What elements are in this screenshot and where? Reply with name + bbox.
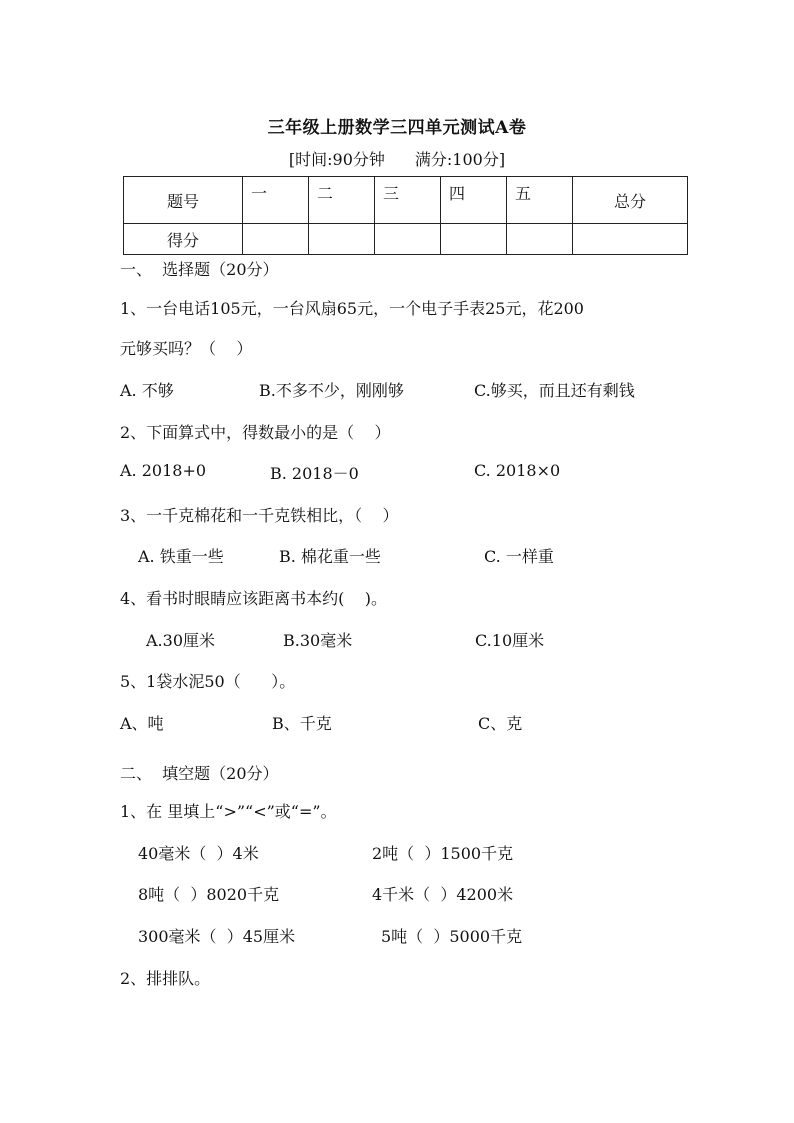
section2-heading: 二、 填空题（20分） xyxy=(120,764,279,783)
question-4-stem: 4、看书时眼睛应该距离书本约( )。 xyxy=(120,589,388,608)
exam-subtitle xyxy=(0,147,794,170)
question-4-option-b: B.30毫米 xyxy=(283,631,353,650)
score-table-header-cell: 五 xyxy=(507,177,573,224)
question-3-stem: 3、一千克棉花和一千克铁相比，（ ） xyxy=(120,506,399,525)
score-table-header-row xyxy=(124,177,688,224)
score-cell[interactable] xyxy=(573,224,688,255)
question-3-option-c: C. 一样重 xyxy=(484,547,554,566)
score-cell[interactable] xyxy=(441,224,507,255)
question-5-option-b: B、千克 xyxy=(272,714,332,733)
score-row-label: 得分 xyxy=(124,224,243,255)
question-5-option-a: A、吨 xyxy=(120,714,164,733)
score-table-header-cell: 三 xyxy=(375,177,441,224)
section1-heading: 一、 选择题（20分） xyxy=(120,260,279,279)
score-cell[interactable] xyxy=(507,224,573,255)
compare-item: 40毫米（ ）4米 xyxy=(138,844,259,863)
question-5-stem: 5、1袋水泥50（ ）。 xyxy=(120,672,296,691)
question-3-option-b: B. 棉花重一些 xyxy=(279,547,381,566)
question-5-option-c: C、克 xyxy=(478,714,523,733)
score-cell[interactable] xyxy=(243,224,309,255)
question-4-option-c: C.10厘米 xyxy=(475,631,545,650)
compare-item: 4千米（ ）4200米 xyxy=(372,885,514,904)
score-cell[interactable] xyxy=(375,224,441,255)
score-table xyxy=(123,176,688,255)
score-table-score-row xyxy=(124,224,688,255)
question-4-option-a: A.30厘米 xyxy=(146,631,216,650)
exam-title: 三年级上册数学三四单元测试A卷 xyxy=(267,118,527,138)
full-score: 满分:100分] xyxy=(414,150,506,169)
question-3-option-a: A. 铁重一些 xyxy=(138,547,224,566)
score-table-header-cell: 一 xyxy=(243,177,309,224)
score-table-header-cell: 题号 xyxy=(124,177,243,224)
question-1-stem-cont: 元够买吗？（ ） xyxy=(120,339,253,358)
question-2-stem: 2、下面算式中，得数最小的是（ ） xyxy=(120,423,391,442)
compare-item: 8吨（ ）8020千克 xyxy=(138,885,280,904)
question-1-option-a: A. 不够 xyxy=(120,381,174,400)
fill-question-2-stem: 2、排排队。 xyxy=(120,969,211,988)
time-limit: [时间:90分钟 xyxy=(288,150,385,169)
score-cell[interactable] xyxy=(309,224,375,255)
score-table-header-cell: 四 xyxy=(441,177,507,224)
question-2-option-b: B. 2018－0 xyxy=(270,464,359,483)
question-1-option-b: B.不多不少，刚刚够 xyxy=(259,381,404,400)
fill-question-1-stem: 1、在 里填上“>”“<”或“=”。 xyxy=(120,802,337,821)
compare-item: 300毫米（ ）45厘米 xyxy=(138,927,296,946)
compare-item: 5吨（ ）5000千克 xyxy=(381,927,523,946)
question-2-option-c: C. 2018×0 xyxy=(474,461,561,480)
question-2-option-a: A. 2018+0 xyxy=(120,461,207,480)
question-1-stem: 1、一台电话105元，一台风扇65元，一个电子手表25元，花200 xyxy=(120,299,584,318)
score-table-header-cell: 二 xyxy=(309,177,375,224)
question-1-option-c: C.够买，而且还有剩钱 xyxy=(474,381,635,400)
compare-item: 2吨（ ）1500千克 xyxy=(372,844,514,863)
score-table-header-cell: 总分 xyxy=(573,177,688,224)
